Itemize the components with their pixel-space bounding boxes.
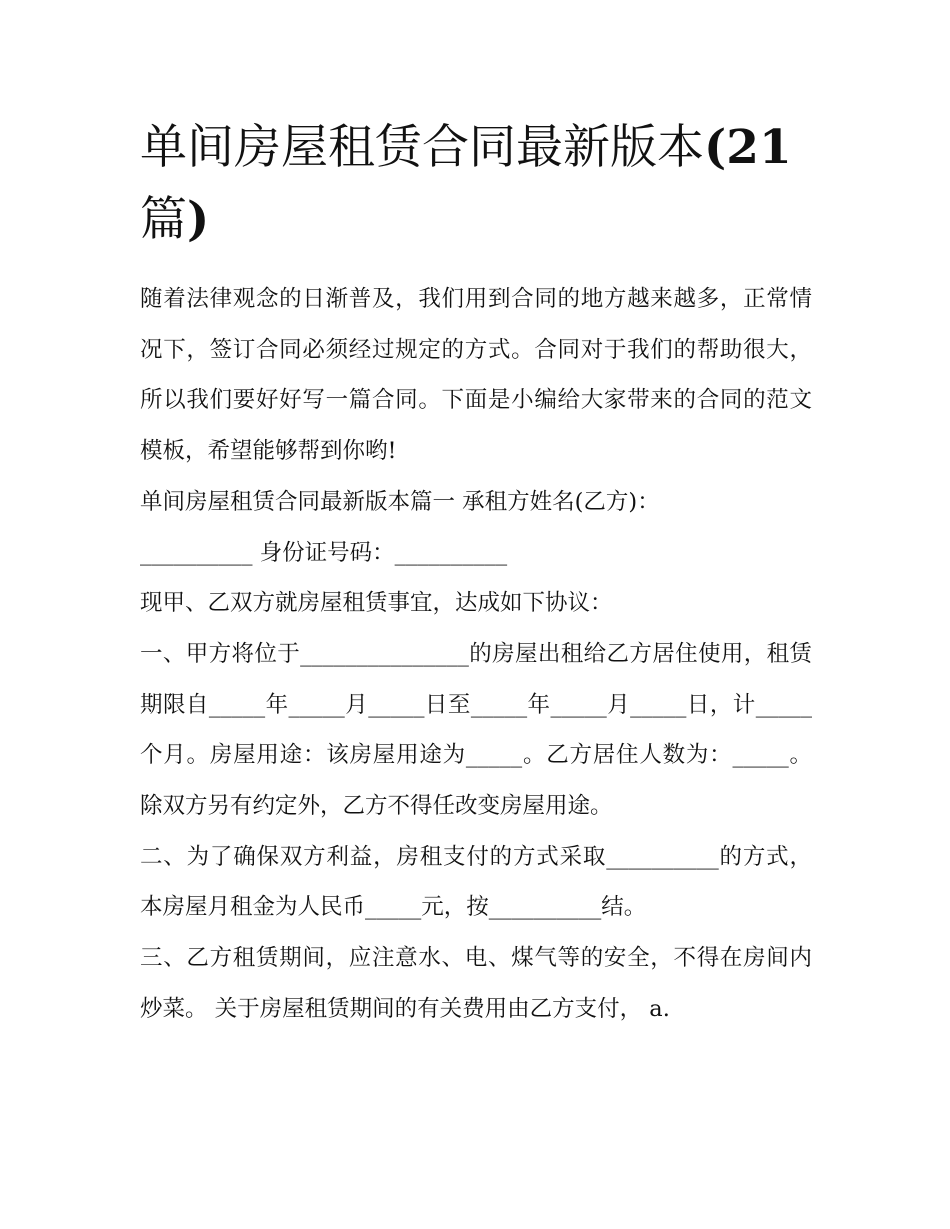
clause-two: 二、为了确保双方利益，房租支付的方式采取__________的方式，本房屋月租金为人民币_____元，按__________结。 [140, 843, 812, 921]
title-suffix: 篇 [140, 192, 187, 247]
document-title [140, 112, 812, 256]
title-close-paren: ) [187, 192, 210, 247]
clause-three: 三、乙方租赁期间，应注意水、电、煤气等的安全，不得在房间内炒菜。 关于房屋租赁期间的有关费用由乙方支付， a. [140, 945, 812, 1022]
intro-paragraph: 随着法律观念的日渐普及，我们用到合同的地方越来越多，正常情况下，签订合同必须经过规定的方式。合同对于我们的帮助很大，所以我们要好好写一篇合同。下面是小编给大家带来的合同的范文模板，希望能够帮到你哟! [140, 286, 812, 465]
title-number: (21 [704, 120, 792, 175]
agreement-line: 现甲、乙双方就房屋租赁事宜，达成如下协议： [140, 590, 613, 617]
id-number-line: __________ 身份证号码：__________ [140, 539, 508, 566]
section-one-heading: 单间房屋租赁合同最新版本篇一 承租方姓名(乙方)： [140, 488, 660, 515]
clause-one: 一、甲方将位于_______________的房屋出租给乙方居住使用，租赁期限自_____年_____月_____日至_____年_____月_____日，计_____个月。房屋用途：该房屋用途为_____。乙方居住人数为：_____。除双方另有约定外，乙方不得任改变房屋用途。 [140, 640, 812, 820]
document-page [140, 112, 812, 1035]
title-main: 单间房屋租赁合同最新版本 [140, 120, 704, 175]
